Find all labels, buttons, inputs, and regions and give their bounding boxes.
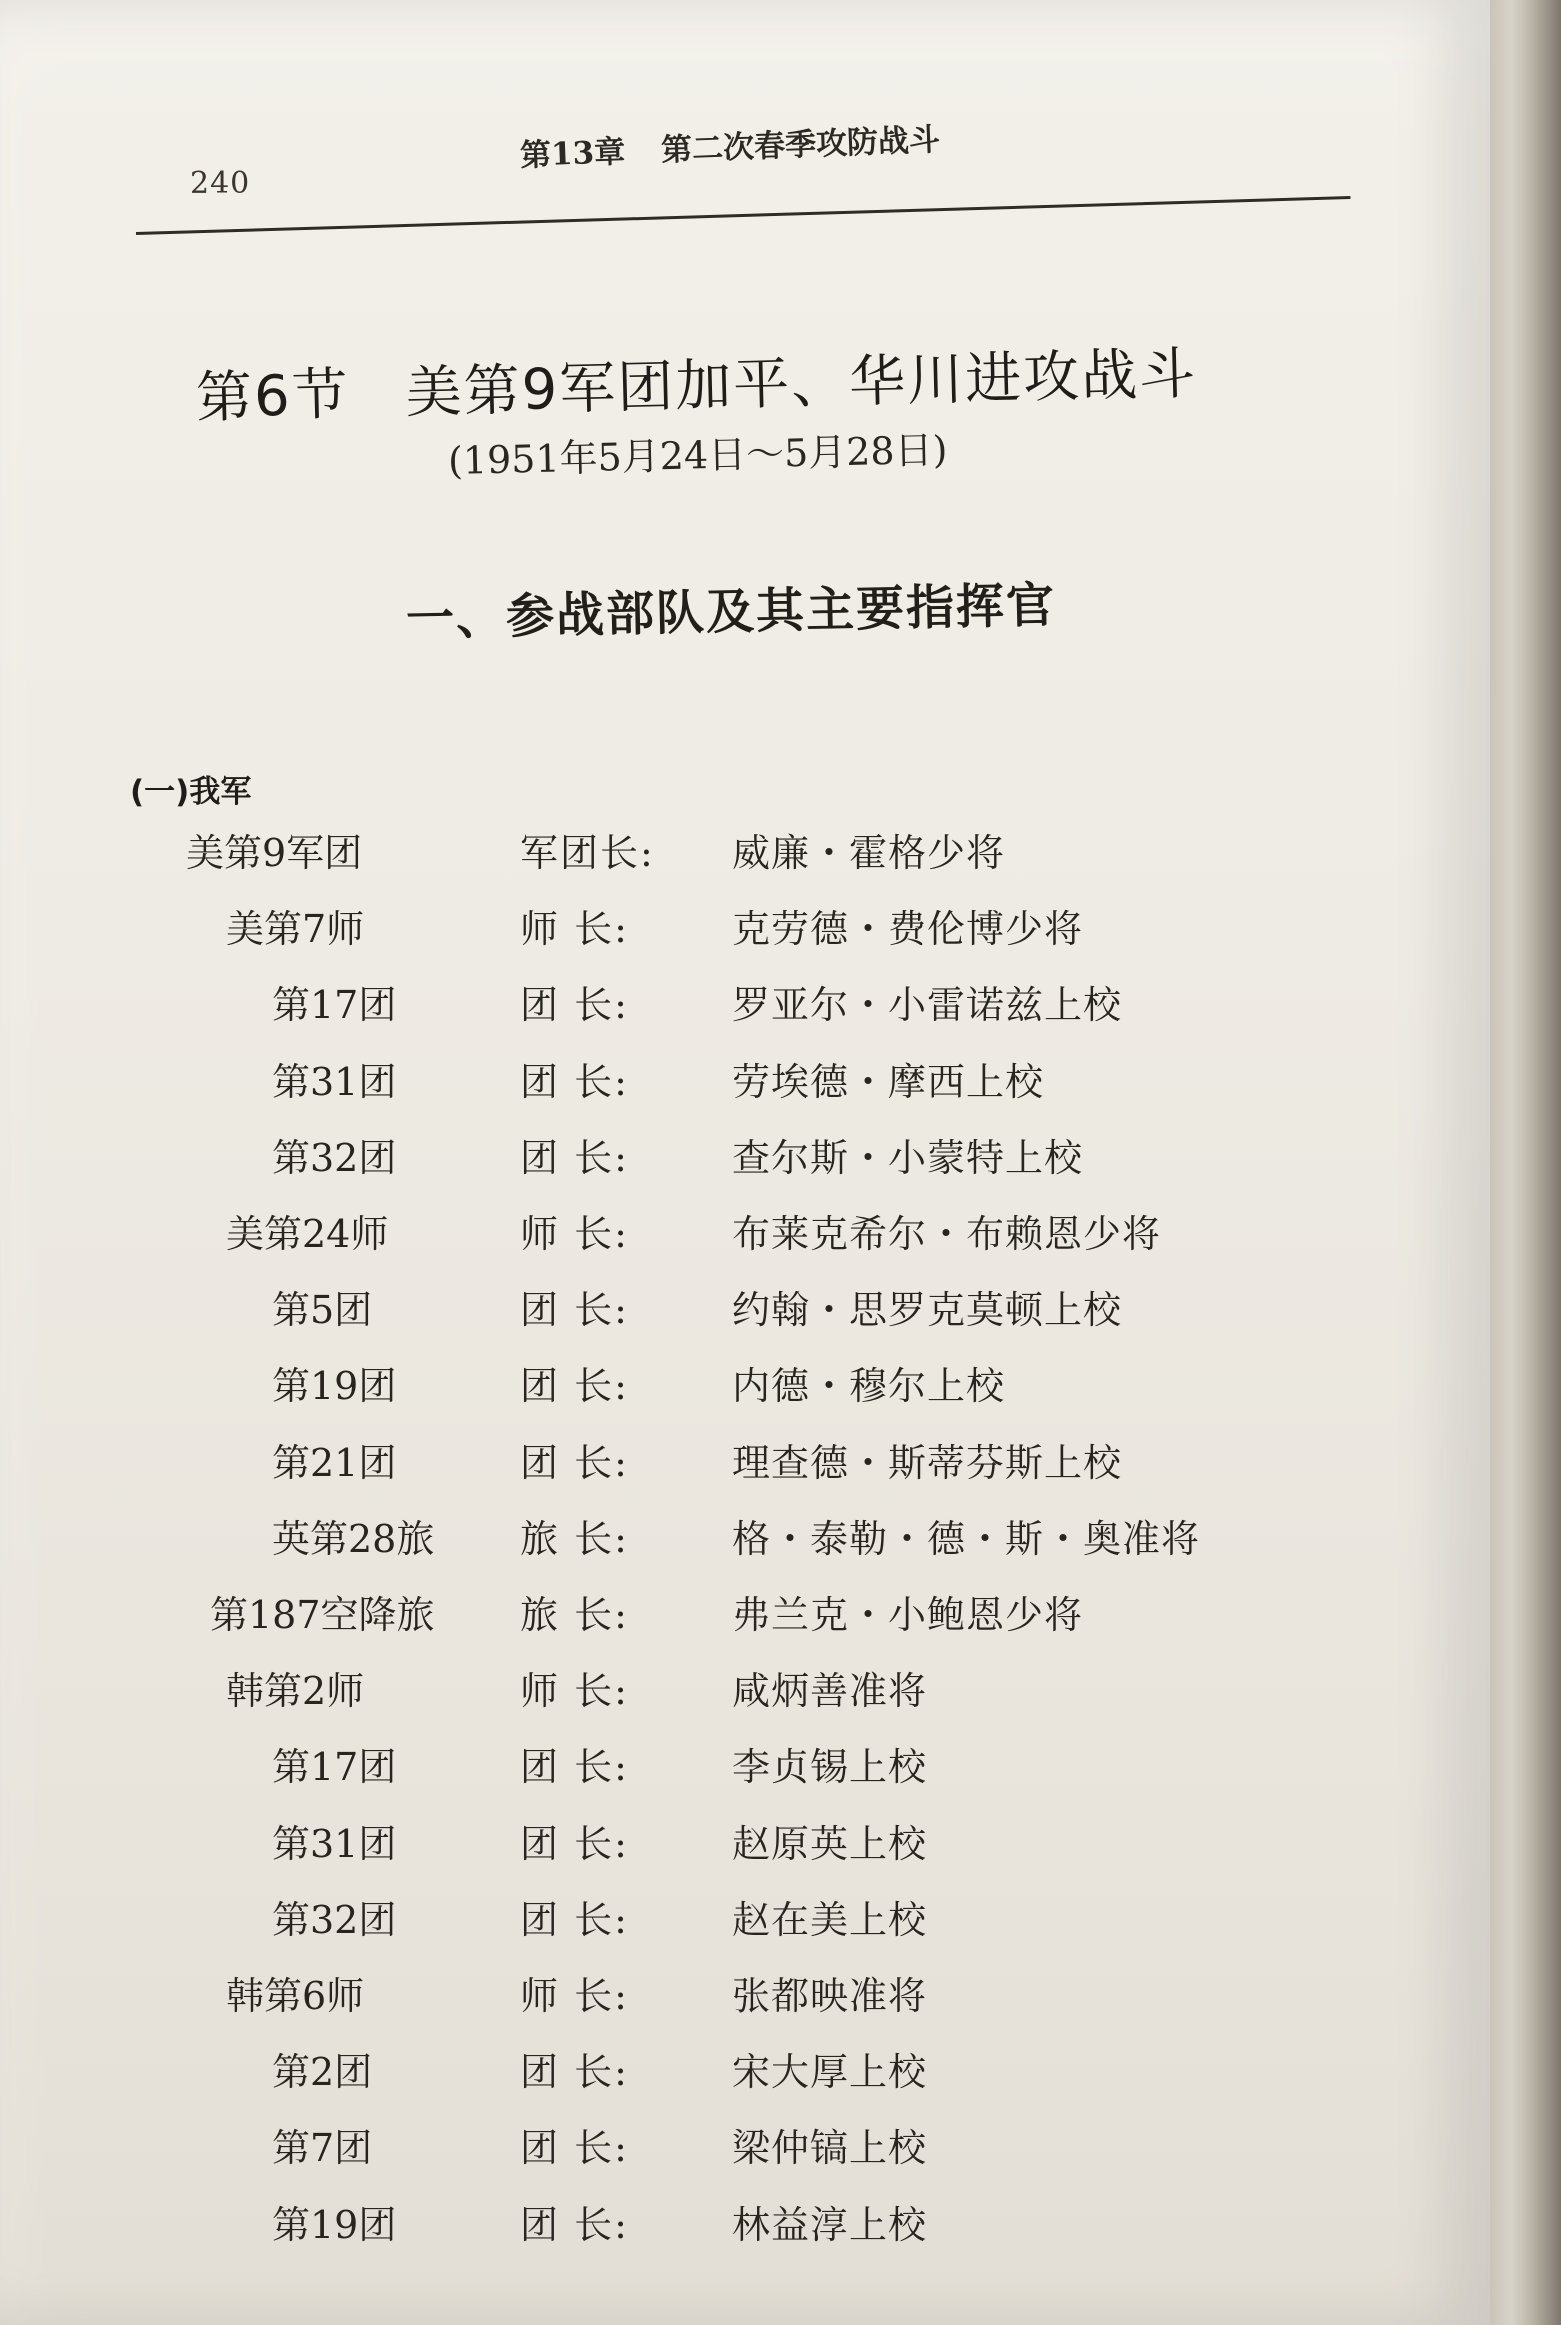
roster-row (0, 898, 1490, 958)
officer-name: 内德・穆尔上校 (732, 1364, 1006, 1409)
page-edge (1490, 0, 1561, 2325)
officer-name: 威廉・霍格少将 (732, 831, 1006, 875)
commander-title: 团 长: (520, 1745, 629, 1790)
officer-name: 格・泰勒・德・斯・奥准将 (732, 1516, 1201, 1561)
unit-name: 第32团 (272, 1897, 397, 1942)
commander-title: 团 长: (520, 1364, 629, 1409)
commander-title: 旅 长: (520, 1516, 629, 1561)
unit-name: 第17团 (272, 1745, 397, 1790)
officer-name: 弗兰克・小鲍恩少将 (732, 1593, 1084, 1637)
section-number: 第6节 (195, 362, 351, 431)
roster-row (0, 1965, 1490, 2025)
commander-title: 旅 长: (520, 1593, 629, 1637)
commander-title: 团 长: (520, 1288, 629, 1333)
unit-name: 美第24师 (226, 1212, 389, 1256)
unit-name: 韩第6师 (226, 1974, 365, 2018)
subsection-title: 一、参战部队及其主要指挥官 (405, 577, 1057, 647)
unit-name: 美第7师 (226, 907, 365, 952)
group-label: (一)我军 (130, 774, 252, 810)
commander-title: 团 长: (520, 2050, 629, 2095)
officer-name: 李贞锡上校 (732, 1745, 928, 1790)
chapter-title: 第二次春季攻防战斗 (660, 121, 941, 169)
officer-name: 赵原英上校 (732, 1821, 928, 1866)
roster-row (0, 1355, 1490, 1415)
commander-title: 团 长: (520, 1440, 629, 1485)
officer-name: 赵在美上校 (732, 1897, 928, 1942)
officer-name: 罗亚尔・小雷诺兹上校 (732, 983, 1123, 1028)
commander-title: 团 长: (520, 1897, 629, 1942)
unit-name: 第7团 (272, 2126, 373, 2171)
officer-name: 查尔斯・小蒙特上校 (732, 1135, 1084, 1180)
commander-title: 团 长: (520, 1821, 629, 1866)
officer-name: 劳埃德・摩西上校 (732, 1059, 1045, 1104)
commander-title: 团 长: (520, 983, 629, 1028)
chapter-number: 第13章 (519, 133, 626, 174)
page-number: 240 (190, 166, 251, 201)
unit-name: 韩第2师 (226, 1669, 365, 1714)
unit-name: 第19团 (272, 2202, 397, 2247)
officer-name: 约翰・思罗克莫顿上校 (732, 1288, 1123, 1333)
roster-row (0, 1051, 1490, 1111)
unit-name: 第5团 (272, 1288, 373, 1333)
commander-title: 师 长: (520, 1669, 629, 1714)
unit-name: 第32团 (272, 1135, 397, 1180)
commander-title: 师 长: (520, 1212, 629, 1256)
unit-name: 美第9军团 (186, 831, 363, 875)
unit-name: 英第28旅 (272, 1516, 435, 1561)
officer-name: 张都映准将 (732, 1974, 928, 2018)
roster-row (0, 1127, 1490, 1187)
officer-name: 林益淳上校 (732, 2202, 928, 2247)
unit-name: 第19团 (272, 1364, 397, 1409)
unit-name: 第187空降旅 (210, 1593, 435, 1637)
roster-row (0, 1432, 1490, 1492)
roster-row (0, 1813, 1490, 1873)
officer-name: 克劳德・费伦博少将 (732, 907, 1084, 952)
roster-row (0, 822, 1490, 882)
unit-name: 第2团 (272, 2050, 373, 2095)
commander-title: 师 长: (520, 1974, 629, 2018)
officer-name: 咸炳善准将 (732, 1669, 928, 1714)
commander-title: 团 长: (520, 2202, 629, 2247)
commander-title: 师 长: (520, 907, 629, 952)
roster-row (0, 1279, 1490, 1339)
unit-name: 第21团 (272, 1440, 397, 1485)
roster-row (0, 1889, 1490, 1949)
commander-title: 军团长: (520, 831, 655, 875)
roster-row (0, 974, 1490, 1034)
commander-title: 团 长: (520, 1135, 629, 1180)
commander-title: 团 长: (520, 2126, 629, 2171)
roster-row (0, 1660, 1490, 1720)
unit-name: 第31团 (272, 1821, 397, 1866)
unit-name: 第17团 (272, 983, 397, 1028)
roster-row (0, 1203, 1490, 1263)
roster-row (0, 1584, 1490, 1644)
roster-row (0, 2117, 1490, 2177)
roster-row (0, 2041, 1490, 2101)
unit-name: 第31团 (272, 1059, 397, 1104)
section-title: 美第9军团加平、华川进攻战斗 (404, 341, 1198, 426)
officer-name: 梁仲镐上校 (732, 2126, 928, 2171)
roster-row (0, 1508, 1490, 1568)
officer-name: 布莱克希尔・布赖恩少将 (732, 1212, 1162, 1256)
commander-title: 团 长: (520, 1059, 629, 1104)
roster-row (0, 1736, 1490, 1796)
roster-row (0, 2194, 1490, 2254)
officer-name: 理查德・斯蒂芬斯上校 (732, 1440, 1123, 1485)
officer-name: 宋大厚上校 (732, 2050, 928, 2095)
section-dates: (1951年5月24日～5月28日) (447, 427, 948, 483)
